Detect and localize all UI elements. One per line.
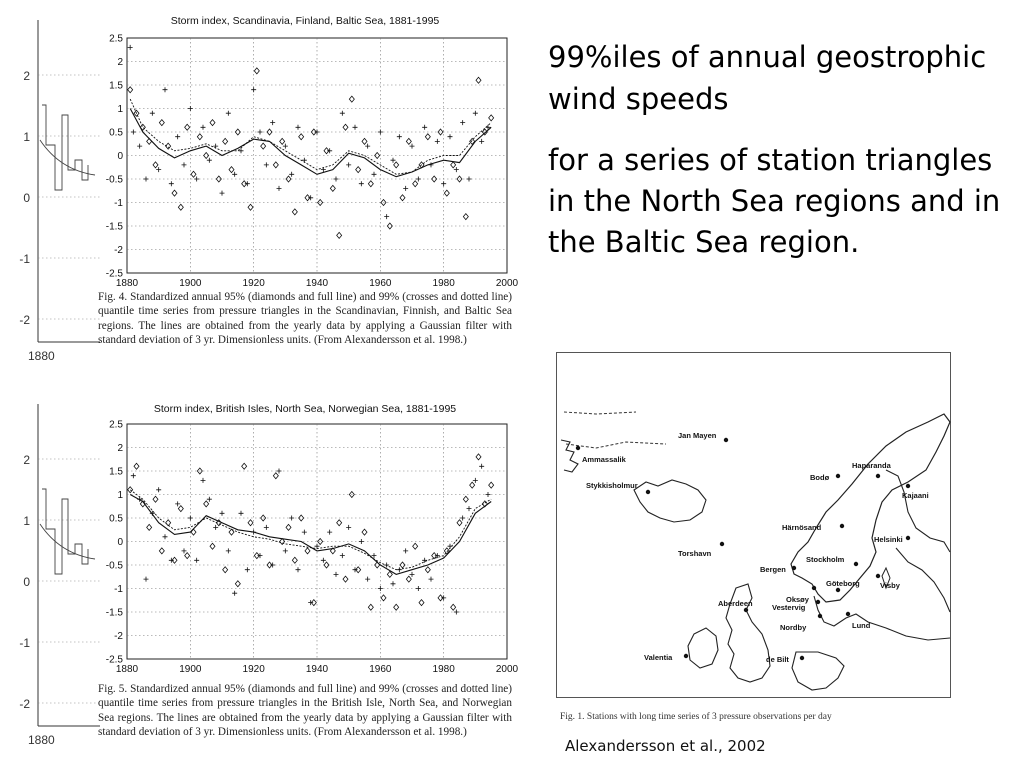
station-marker [836,474,840,478]
y-tick-label: -1 [114,198,123,209]
partial-y-tick-label: 2 [23,453,30,467]
y-tick-label: 0 [117,537,123,548]
station-marker [876,574,880,578]
partial-y-tick-label: 0 [23,191,30,205]
station-marker [840,524,844,528]
x-tick-label: 1980 [432,664,455,675]
partial-chart-bottom [19,404,100,747]
y-tick-label: -1.5 [105,221,123,233]
citation-credit: Alexandersson et al., 2002 [565,737,766,755]
y-tick-label: 2.5 [109,33,123,45]
x-tick-label: 1880 [115,664,139,675]
figure-5-caption: Fig. 5. Standardized annual 95% (diamonds and full line) and 99% (crosses and dotted line) quantile time series from pressure triangles in the British Isle, North Sea, and Norwegian Sea regions. The lines are obtained from the yearly data by applying a Gaussian filter with standard deviation of 3 yr. Dimensionless units. (From Alexandersson et al. 1998.) [98,683,512,738]
partial-y-tick-label: -1 [19,636,30,650]
station-marker [812,586,816,590]
storm-index-chart-scandinavia [95,10,519,290]
storm-index-chart-british-isles [95,396,519,678]
x-tick-label: 1920 [242,664,265,675]
y-tick-label: 1 [117,104,123,115]
station-label: Oksøy [786,595,809,604]
partial-step-series [42,105,88,190]
partial-y-tick-label: 0 [23,575,30,589]
y-tick-label: -1.5 [105,607,123,619]
x-tick-label: 1940 [305,664,329,675]
station-label: Bodø [810,473,830,482]
x-tick-label: 1960 [369,278,392,289]
y-tick-label: 0 [117,151,123,162]
station-label: Aberdeen [718,599,753,608]
station-label: Haparanda [852,461,891,470]
station-marker [906,484,910,488]
station-marker [792,566,796,570]
station-label: Härnösand [782,523,822,532]
chart-title: Storm index, Scandinavia, Finland, Baltic Sea, 1881-1995 [170,15,440,27]
x-tick-label: 1940 [305,278,329,289]
partial-y-tick-label: 2 [23,69,30,83]
slide-title: 99%iles of annual geostrophic wind speeds [548,40,987,116]
station-label: Helsinki [874,535,903,544]
y-tick-label: -2.5 [105,268,123,280]
partial-y-tick-label: -1 [19,252,30,266]
station-marker [876,474,880,478]
y-tick-label: -2.5 [105,654,123,666]
station-marker [836,588,840,592]
station-marker [744,608,748,612]
plot-area [106,420,519,676]
station-label: Valentia [644,653,673,662]
partial-y-tick-label: 1 [23,130,30,144]
y-tick-label: -1 [114,584,123,595]
station-label: de Bilt [766,655,789,664]
y-tick-label: 1 [117,490,123,501]
station-label: Stockholm [806,555,845,564]
map-caption: Fig. 1. Stations with long time series of 3 pressure observations per day [560,712,832,722]
station-marker [720,542,724,546]
y-tick-label: 1.5 [109,466,123,478]
station-marker [816,600,820,604]
partial-y-tick-label: -2 [19,313,30,327]
y-tick-label: 2 [117,57,123,68]
partial-chart-top [19,20,100,363]
chart-title: Storm index, British Isles, North Sea, Norwegian Sea, 1881-1995 [153,403,457,415]
station-marker [854,562,858,566]
y-tick-label: 1.5 [109,80,123,92]
y-tick-label: -2 [114,245,123,256]
partial-y-tick-label: 1 [23,514,30,528]
slide-subtitle: for a series of station triangles in the North Sea regions and in the Baltic Sea region. [548,143,1001,259]
y-tick-label: -0.5 [105,174,123,186]
station-label: Visby [880,581,900,590]
x-tick-label: 1960 [369,664,392,675]
x-tick-label: 1920 [242,278,265,289]
station-label: Göteborg [826,579,860,588]
y-tick-label: 2.5 [109,419,123,431]
station-marker [646,490,650,494]
station-label: Lund [852,621,871,630]
station-marker [846,612,850,616]
station-label: Kajaani [902,491,929,500]
x-tick-label: 2000 [495,278,519,289]
x-tick-label: 1900 [179,278,202,289]
partial-y-tick-label: -2 [19,697,30,711]
station-marker [800,656,804,660]
station-label: Vestervig [772,603,806,612]
y-tick-label: 2 [117,443,123,454]
y-tick-label: -2 [114,631,123,642]
station-marker [684,654,688,658]
partial-x-tick-label: 1880 [28,733,55,747]
y-tick-label: 0.5 [109,127,123,139]
station-marker [576,446,580,450]
station-marker [818,614,822,618]
x-tick-label: 1900 [179,664,202,675]
x-tick-label: 1980 [432,278,455,289]
station-label: Jan Mayen [678,431,717,440]
partial-x-tick-label: 1880 [28,349,55,363]
station-label: Ammassalik [582,455,626,464]
partial-step-series [42,489,88,574]
plot-area [106,34,519,290]
station-label: Bergen [760,565,786,574]
x-tick-label: 2000 [495,664,519,675]
station-label: Torshavn [678,549,712,558]
station-map [556,352,951,698]
station-label: Nordby [780,623,807,632]
station-label: Stykkisholmur [586,481,638,490]
y-tick-label: -0.5 [105,560,123,572]
map-frame [557,353,951,698]
figure-4-caption: Fig. 4. Standardized annual 95% (diamonds and full line) and 99% (crosses and dotted line) quantile time series from pressure triangles in the Scandinavian, Finnish, and Baltic Sea regions. The lines are obtained from the yearly data by applying a Gaussian filter with standard deviation of 3 yr. Dimensionless units. (From Alexandersson et al. 1998.) [98,291,512,346]
left-partial-figures [0,0,100,768]
x-tick-label: 1880 [115,278,139,289]
station-marker [906,536,910,540]
y-tick-label: 0.5 [109,513,123,525]
station-marker [724,438,728,442]
